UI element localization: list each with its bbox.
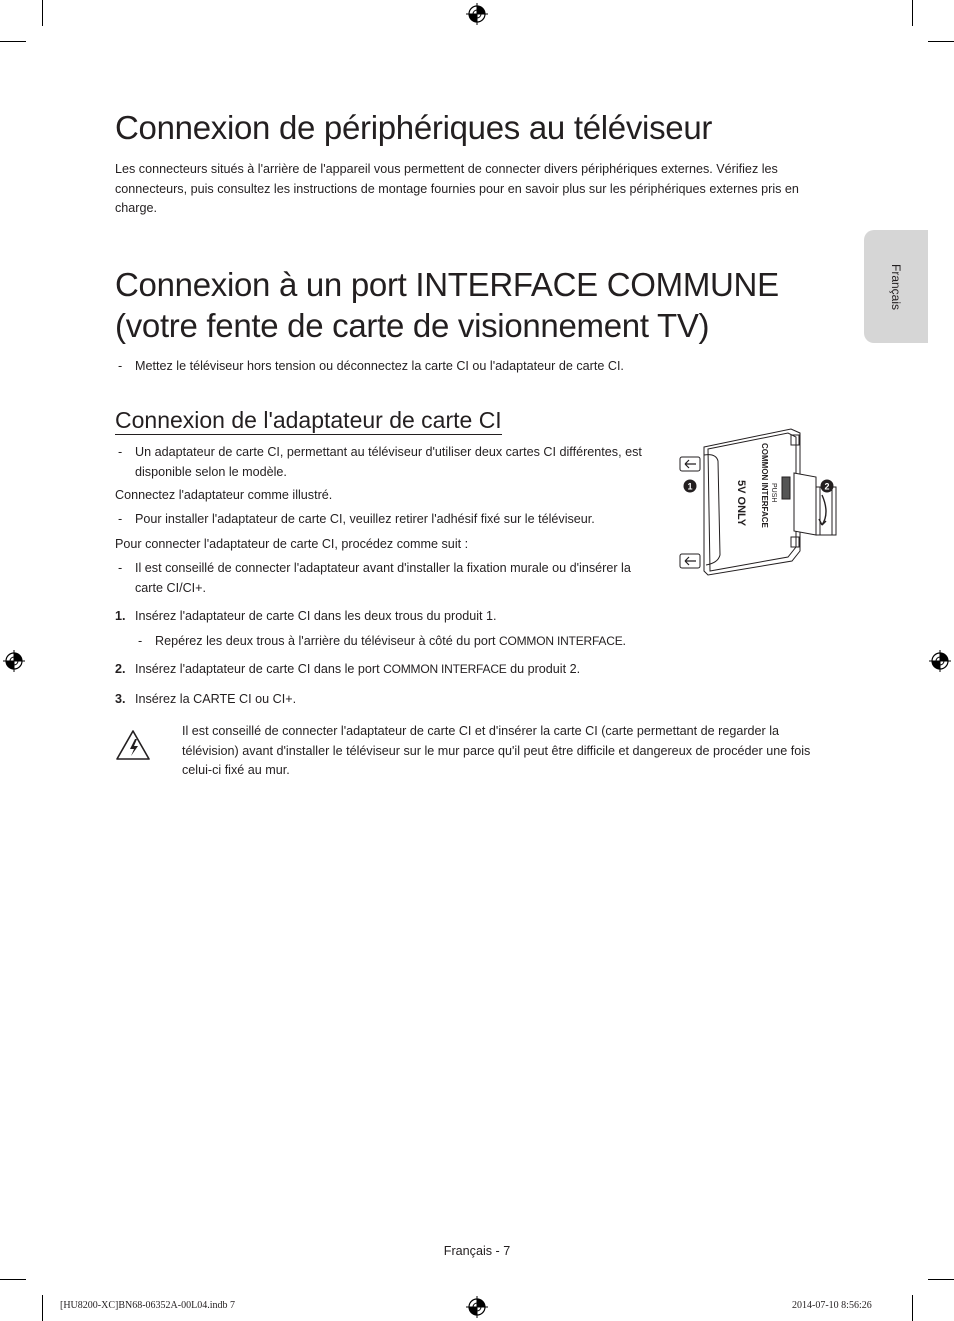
crop-mark	[0, 1279, 26, 1280]
note-item: - Il est conseillé de connecter l'adaptateur avant d'installer la fixation murale ou d'insérer la carte CI/CI+.	[118, 561, 631, 595]
crop-mark	[912, 0, 913, 26]
section-title-line1: Connexion à un port INTERFACE COMMUNE	[115, 266, 779, 303]
note-item: - Pour installer l'adaptateur de carte CI, veuillez retirer l'adhésif fixé sur le téléviseur.	[118, 512, 595, 526]
crop-mark	[42, 0, 43, 26]
ci-adapter-illustration	[676, 425, 842, 580]
step-number: 3.	[115, 692, 126, 706]
page-title: Connexion de périphériques au téléviseur	[115, 109, 713, 146]
note-item: - Un adaptateur de carte CI, permettant au téléviseur d'utiliser deux cartes CI différentes, est disponible selon le modèle.	[118, 445, 642, 479]
crop-mark	[928, 41, 954, 42]
crop-mark	[42, 1295, 43, 1321]
step-number: 1.	[115, 609, 126, 623]
note-text: Pour installer l'adaptateur de carte CI, veuillez retirer l'adhésif fixé sur le téléviseur.	[135, 512, 595, 526]
substep-item: - Repérez les deux trous à l'arrière du téléviseur à côté du port COMMON INTERFACE.	[138, 634, 626, 648]
crop-mark	[0, 41, 26, 42]
registration-mark-icon	[466, 3, 488, 25]
step-text: Insérez la CARTE CI ou CI+.	[135, 692, 297, 706]
marker-2: 2	[824, 481, 830, 492]
step-item	[115, 690, 835, 710]
crop-mark	[912, 1295, 913, 1321]
step-text: Insérez l'adaptateur de carte CI dans les deux trous du produit 1.	[135, 609, 497, 623]
note-text: Mettez le téléviseur hors tension ou déconnectez la carte CI ou l'adaptateur de carte CI.	[135, 359, 624, 373]
page-number: Français - 7	[443, 1244, 511, 1258]
registration-mark-icon	[929, 650, 951, 672]
note-text: Il est conseillé de connecter l'adaptateur avant d'installer la fixation murale ou d'insérer la carte CI/CI+.	[135, 561, 631, 595]
label-5v-only: 5V ONLY	[735, 480, 747, 527]
registration-mark-icon	[3, 650, 25, 672]
step-text-end: du produit 2.	[506, 662, 581, 676]
port-label: COMMON INTERFACE	[383, 662, 507, 676]
section-title-line2: (votre fente de carte de visionnement TV)	[115, 307, 710, 344]
registration-mark-icon	[466, 1296, 488, 1318]
step-number: 2.	[115, 662, 126, 676]
step-text: Insérez l'adaptateur de carte CI dans le port	[135, 662, 384, 676]
marker-1: 1	[687, 481, 693, 492]
label-push: PUSH	[770, 483, 777, 503]
label-common-interface: COMMON INTERFACE	[760, 443, 769, 528]
step-item	[115, 607, 835, 627]
language-tab	[864, 230, 928, 343]
step-item	[115, 660, 835, 680]
warning-electric-icon	[115, 729, 151, 761]
subsection-title: Connexion de l'adaptateur de carte CI	[115, 407, 502, 433]
intro-paragraph: Les connecteurs situés à l'arrière de l'appareil vous permettent de connecter divers périphériques externes. Vérifiez les connecteurs, puis consultez les instructions de montage fournies pour en savoir plus sur les périphériques externes pris en charge.	[115, 162, 799, 215]
timestamp: 2014-07-10 8:56:26	[792, 1300, 872, 1311]
warning-text: Il est conseillé de connecter l'adaptateur de carte CI et d'insérer la carte CI (carte permettant de regarder la télévision) avant d'installer le téléviseur sur le mur parce qu'il peut être difficile et dangereux de procéder une fois celui-ci fixé au mur.	[182, 724, 811, 777]
port-label: COMMON INTERFACE	[499, 634, 623, 648]
note-item: - Mettez le téléviseur hors tension ou déconnectez la carte CI ou l'adaptateur de carte CI.	[118, 359, 624, 373]
file-info: [HU8200-XC]BN68-06352A-00L04.indb 7	[60, 1300, 235, 1311]
paragraph: Connectez l'adaptateur comme illustré.	[115, 488, 333, 502]
substep-text-end: .	[622, 634, 626, 648]
crop-mark	[928, 1279, 954, 1280]
substep-text: Repérez les deux trous à l'arrière du téléviseur à côté du port	[155, 634, 500, 648]
note-text: Un adaptateur de carte CI, permettant au téléviseur d'utiliser deux cartes CI différentes, est disponible selon le modèle.	[135, 445, 642, 479]
language-tab-label: Français	[889, 263, 903, 310]
paragraph: Pour connecter l'adaptateur de carte CI, procédez comme suit :	[115, 537, 469, 551]
